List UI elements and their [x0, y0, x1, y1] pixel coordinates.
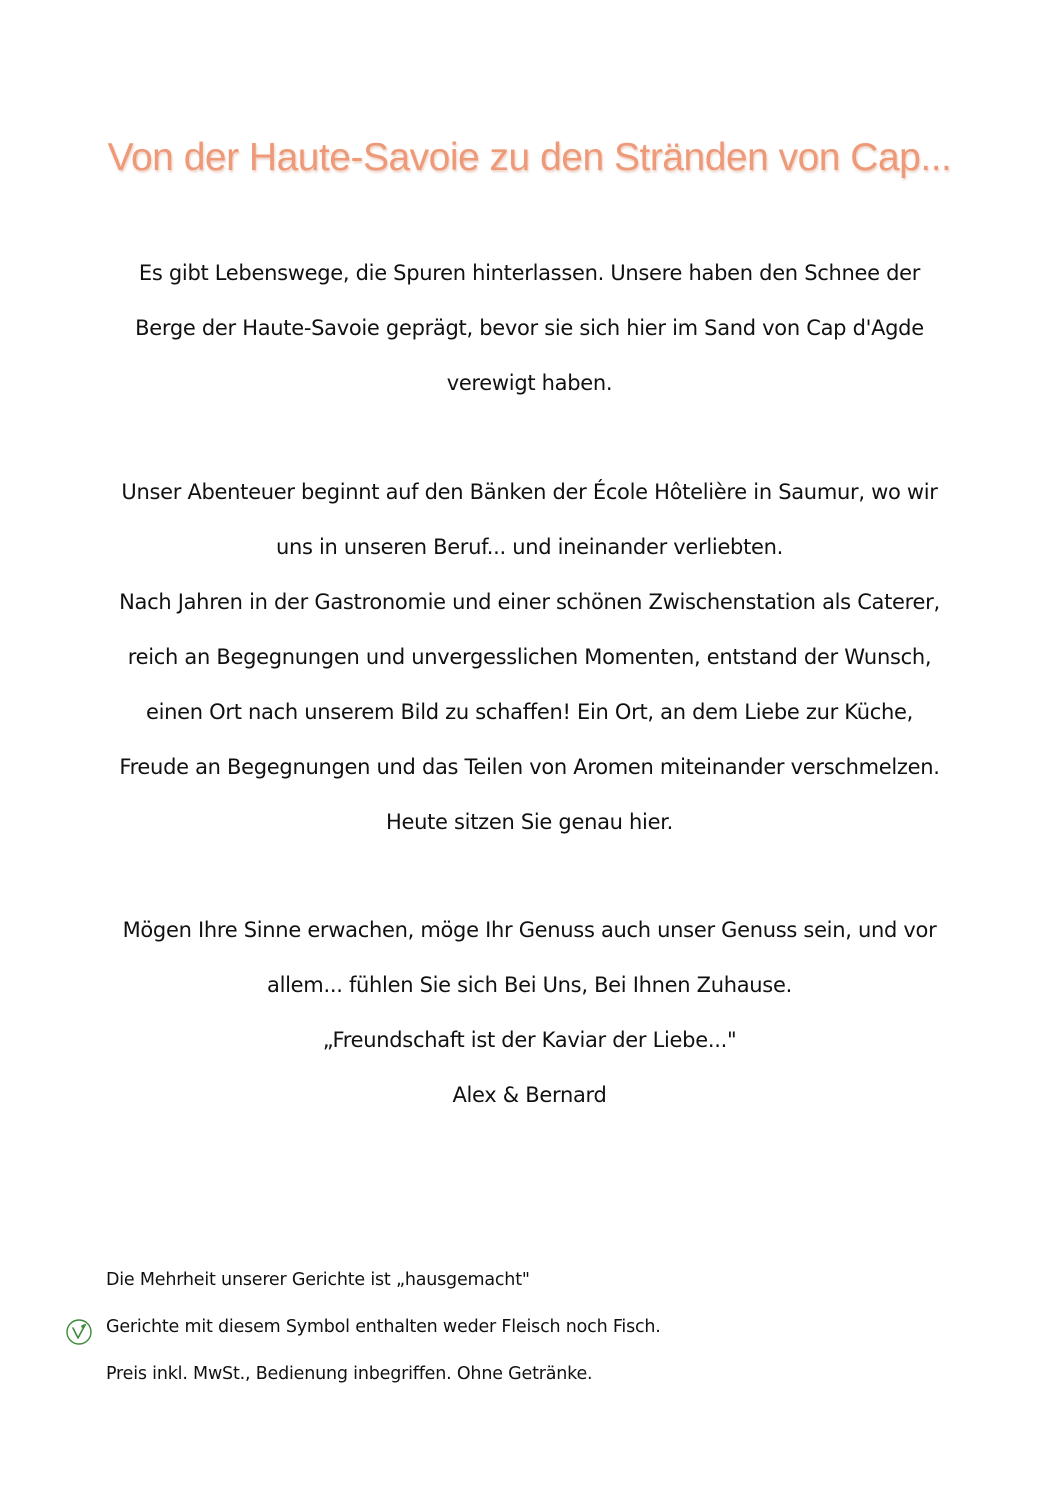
- text-line: Es gibt Lebenswege, die Spuren hinterlassen. Unsere haben den Schnee der: [138, 261, 921, 285]
- text-line: einen Ort nach unserem Bild zu schaffen! Ein Ort, an dem Liebe zur Küche,: [146, 700, 913, 724]
- text-line: reich an Begegnungen und unvergesslichen Momenten, entstand der Wunsch,: [127, 645, 932, 669]
- signature: Alex & Bernard: [452, 1083, 607, 1107]
- price-note: Preis inkl. MwSt., Bedienung inbegriffen. Ohne Getränke.: [106, 1364, 593, 1384]
- intro-paragraph-3: [0, 903, 1059, 1123]
- text-line: Mögen Ihre Sinne erwachen, möge Ihr Genuss auch unser Genuss sein, und vor: [122, 918, 937, 942]
- vegetarian-note: Gerichte mit diesem Symbol enthalten weder Fleisch noch Fisch.: [106, 1317, 661, 1337]
- text-line: Heute sitzen Sie genau hier.: [385, 810, 673, 834]
- text-line: Berge der Haute-Savoie geprägt, bevor sie sich hier im Sand von Cap d'Agde: [135, 316, 924, 340]
- text-line: Nach Jahren in der Gastronomie und einer schönen Zwischenstation als Caterer,: [119, 590, 940, 614]
- text-line: Freude an Begegnungen und das Teilen von Aromen miteinander verschmelzen.: [119, 755, 940, 779]
- text-line: Unser Abenteuer beginnt auf den Bänken der École Hôtelière in Saumur, wo wir: [121, 480, 938, 504]
- homemade-note: Die Mehrheit unserer Gerichte ist „hausgemacht": [106, 1270, 530, 1290]
- text-line: verewigt haben.: [446, 371, 613, 395]
- intro-paragraph-2: [0, 465, 1059, 850]
- text-line: allem... fühlen Sie sich Bei Uns, Bei Ihnen Zuhause.: [267, 973, 792, 997]
- intro-paragraph-1: [0, 246, 1059, 411]
- quote-line: „Freundschaft ist der Kaviar der Liebe...": [322, 1028, 737, 1052]
- text-line: uns in unseren Beruf... und ineinander verliebten.: [275, 535, 784, 559]
- page-title: Von der Haute-Savoie zu den Stränden von Cap...: [107, 136, 952, 179]
- vegetarian-leaf-icon: [65, 1318, 93, 1346]
